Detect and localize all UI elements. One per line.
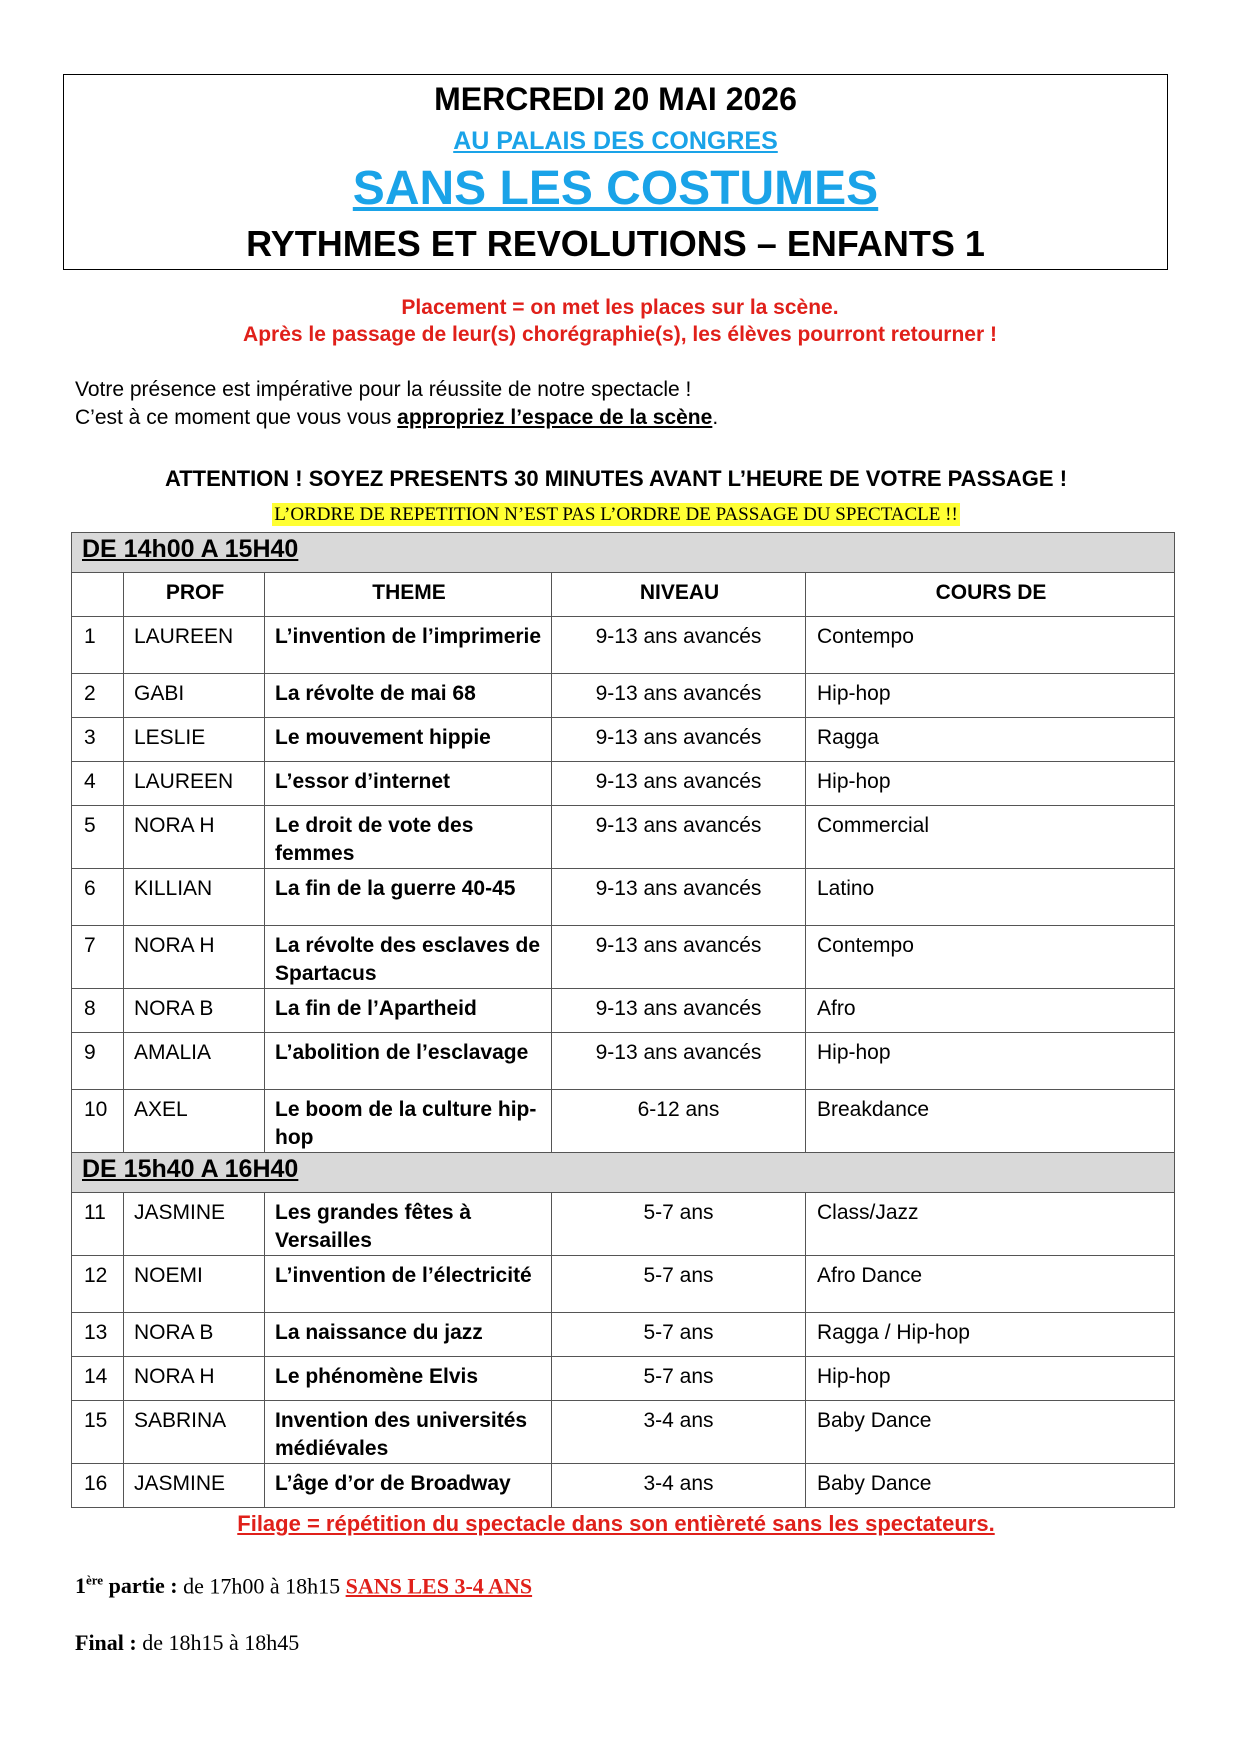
theme-cell: La fin de la guerre 40-45 [265,869,552,926]
final-time: de 18h15 à 18h45 [136,1630,300,1655]
niveau-cell: 9-13 ans avancés [552,674,806,718]
time-slot-row [72,533,1175,573]
attention-note: ATTENTION ! SOYEZ PRESENTS 30 MINUTES AVANT L’HEURE DE VOTRE PASSAGE ! [164,466,1068,491]
cours-cell: Baby Dance [806,1401,1175,1464]
cours-cell: Breakdance [806,1090,1175,1153]
theme-cell: La naissance du jazz [265,1313,552,1357]
table-row [72,806,1175,869]
column-header: THEME [265,573,552,617]
table-row [72,762,1175,806]
row-number: 12 [72,1256,124,1313]
prof-cell: JASMINE [124,1464,265,1508]
prof-cell: NORA B [124,1313,265,1357]
cours-cell: Contempo [806,617,1175,674]
event-date: MERCREDI 20 MAI 2026 [434,81,797,117]
theme-cell: L’essor d’internet [265,762,552,806]
table-row [72,1193,1175,1256]
placement-note: Placement = on met les places sur la scène. [401,296,839,319]
theme-cell: Le droit de vote des femmes [265,806,552,869]
table-row [72,1090,1175,1153]
row-number: 11 [72,1193,124,1256]
event-venue: AU PALAIS DES CONGRES [453,127,778,155]
prof-cell: NORA H [124,926,265,989]
column-header [72,573,124,617]
row-number: 7 [72,926,124,989]
prof-cell: AMALIA [124,1033,265,1090]
table-row [72,1401,1175,1464]
niveau-cell: 9-13 ans avancés [552,806,806,869]
niveau-cell: 9-13 ans avancés [552,617,806,674]
prof-cell: NORA H [124,806,265,869]
prof-cell: JASMINE [124,1193,265,1256]
prof-cell: AXEL [124,1090,265,1153]
time-slot-label: DE 15h40 A 16H40 [72,1153,1175,1193]
cours-cell: Baby Dance [806,1464,1175,1508]
presence-note: Votre présence est impérative pour la réussite de notre spectacle ! [75,378,692,401]
niveau-cell: 9-13 ans avancés [552,718,806,762]
niveau-cell: 5-7 ans [552,1256,806,1313]
theme-cell: L’âge d’or de Broadway [265,1464,552,1508]
row-number: 3 [72,718,124,762]
moment-note [75,406,718,430]
niveau-cell: 3-4 ans [552,1464,806,1508]
niveau-cell: 9-13 ans avancés [552,1033,806,1090]
row-number: 2 [72,674,124,718]
theme-cell: La révolte de mai 68 [265,674,552,718]
column-header: COURS DE [806,573,1175,617]
cours-cell: Commercial [806,806,1175,869]
prof-cell: LAUREEN [124,762,265,806]
schedule-table [71,532,1175,1508]
row-number: 15 [72,1401,124,1464]
niveau-cell: 9-13 ans avancés [552,926,806,989]
prof-cell: LESLIE [124,718,265,762]
cours-cell: Ragga / Hip-hop [806,1313,1175,1357]
row-number: 8 [72,989,124,1033]
row-number: 16 [72,1464,124,1508]
row-number: 4 [72,762,124,806]
niveau-cell: 9-13 ans avancés [552,869,806,926]
cours-cell: Class/Jazz [806,1193,1175,1256]
cours-cell: Hip-hop [806,674,1175,718]
row-number: 5 [72,806,124,869]
prof-cell: SABRINA [124,1401,265,1464]
theme-cell: L’abolition de l’esclavage [265,1033,552,1090]
row-number: 6 [72,869,124,926]
table-row [72,1357,1175,1401]
niveau-cell: 6-12 ans [552,1090,806,1153]
final-label: Final : [75,1630,137,1655]
theme-cell: Le phénomène Elvis [265,1357,552,1401]
part1-time: de 17h00 à 18h15 [177,1573,346,1599]
cours-cell: Latino [806,869,1175,926]
niveau-cell: 5-7 ans [552,1357,806,1401]
time-slot-label: DE 14h00 A 15H40 [72,533,1175,573]
column-header: NIVEAU [552,573,806,617]
theme-cell: Le mouvement hippie [265,718,552,762]
column-header: PROF [124,573,265,617]
theme-cell: La fin de l’Apartheid [265,989,552,1033]
theme-cell: L’invention de l’imprimerie [265,617,552,674]
niveau-cell: 5-7 ans [552,1193,806,1256]
part1-exclusion: SANS LES 3-4 ANS [345,1573,533,1599]
cours-cell: Hip-hop [806,1357,1175,1401]
table-row [72,674,1175,718]
cours-cell: Afro Dance [806,1256,1175,1313]
table-row [72,869,1175,926]
table-row [72,617,1175,674]
prof-cell: NOEMI [124,1256,265,1313]
prof-cell: KILLIAN [124,869,265,926]
row-number: 1 [72,617,124,674]
table-row [72,989,1175,1033]
theme-cell: Invention des universités médiévales [265,1401,552,1464]
cours-cell: Afro [806,989,1175,1033]
table-row [72,1256,1175,1313]
cours-cell: Ragga [806,718,1175,762]
part1-line [75,1573,532,1599]
table-row [72,1313,1175,1357]
filage-note: Filage = répétition du spectacle dans son entièreté sans les spectateurs. [237,1511,995,1536]
row-number: 13 [72,1313,124,1357]
costume-note: SANS LES COSTUMES [352,162,879,215]
cours-cell: Contempo [806,926,1175,989]
row-number: 9 [72,1033,124,1090]
cours-cell: Hip-hop [806,1033,1175,1090]
prof-cell: NORA H [124,1357,265,1401]
prof-cell: GABI [124,674,265,718]
show-title: RYTHMES ET REVOLUTIONS – ENFANTS 1 [246,223,985,264]
table-row [72,718,1175,762]
row-number: 14 [72,1357,124,1401]
niveau-cell: 3-4 ans [552,1401,806,1464]
column-header-row [72,573,1175,617]
niveau-cell: 9-13 ans avancés [552,989,806,1033]
theme-cell: Les grandes fêtes à Versailles [265,1193,552,1256]
final-line [75,1630,299,1656]
moment-suffix: . [712,406,719,429]
time-slot-row [72,1153,1175,1193]
return-note: Après le passage de leur(s) chorégraphie(s), les élèves pourront retourner ! [243,323,997,346]
table-row [72,926,1175,989]
moment-prefix: C’est à ce moment que vous vous [75,406,398,429]
order-note-wrap [0,504,1232,526]
header-box [63,74,1168,270]
theme-cell: L’invention de l’électricité [265,1256,552,1313]
table-row [72,1464,1175,1508]
order-note: L’ORDRE DE REPETITION N’EST PAS L’ORDRE DE PASSAGE DU SPECTACLE !! [274,504,958,525]
niveau-cell: 5-7 ans [552,1313,806,1357]
theme-cell: La révolte des esclaves de Spartacus [265,926,552,989]
cours-cell: Hip-hop [806,762,1175,806]
niveau-cell: 9-13 ans avancés [552,762,806,806]
theme-cell: Le boom de la culture hip-hop [265,1090,552,1153]
moment-emphasis: appropriez l’espace de la scène [397,406,713,429]
part1-label: 1ère partie : [75,1573,178,1599]
prof-cell: NORA B [124,989,265,1033]
row-number: 10 [72,1090,124,1153]
prof-cell: LAUREEN [124,617,265,674]
table-row [72,1033,1175,1090]
